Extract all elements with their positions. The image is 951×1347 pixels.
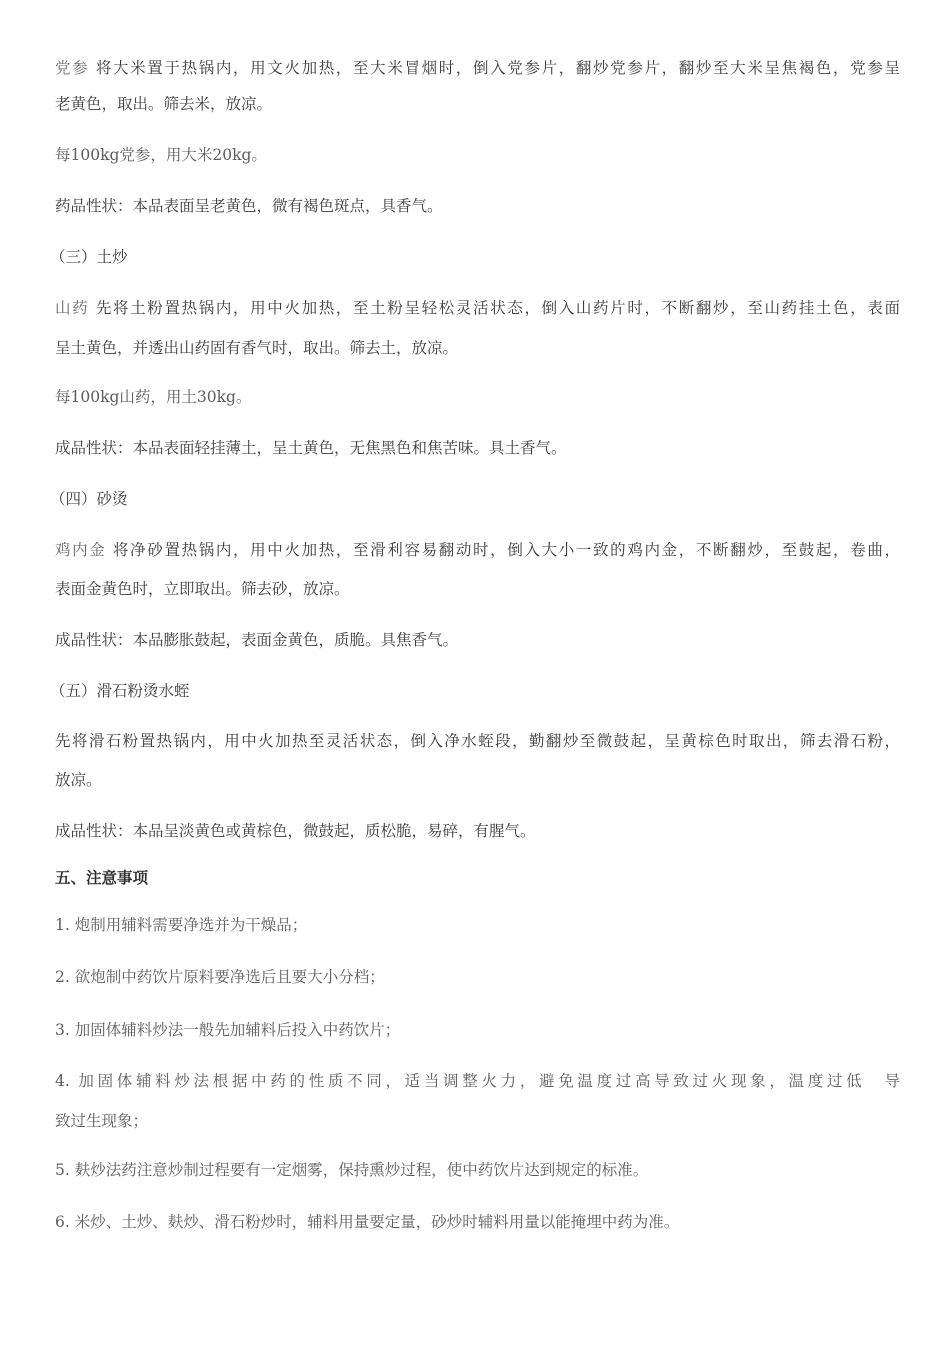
note-item-2: 2. 欲炮制中药饮片原料要净选后且要大小分档； bbox=[55, 968, 385, 986]
method-text: 先将土粉置热锅内，用中火加热，至土粉呈轻松灵活状态，倒入山药片时，不断翻炒，至山药挂土色，表面 bbox=[89, 299, 900, 317]
shanyao-method-line-1 bbox=[55, 298, 900, 318]
shuizhi-method-line-1: 先将滑石粉置热锅内，用中火加热至灵活状态，倒入净水蛭段，勤翻炒至微鼓起，呈黄棕色时取出，筛去滑石粉， bbox=[55, 732, 900, 750]
herb-name-jineijin: 鸡内金 bbox=[55, 541, 107, 559]
dangshen-ratio: 每100kg党参，用大米20kg。 bbox=[55, 146, 267, 164]
notes-heading: 五、注意事项 bbox=[55, 869, 149, 887]
method-text: 将净砂置热锅内，用中火加热，至滑利容易翻动时，倒入大小一致的鸡内金，不断翻炒，至鼓起，卷曲， bbox=[106, 541, 900, 559]
shanyao-method-line-2: 呈土黄色，并透出山药固有香气时，取出。筛去土，放凉。 bbox=[55, 339, 459, 357]
shuizhi-character: 成品性状：本品呈淡黄色或黄棕色，微鼓起，质松脆，易碎，有腥气。 bbox=[55, 822, 536, 840]
jineijin-character: 成品性状：本品膨胀鼓起，表面金黄色，质脆。具焦香气。 bbox=[55, 631, 459, 649]
section-heading-tu: （三）土炒 bbox=[50, 248, 128, 266]
jineijin-method-line-1 bbox=[55, 540, 900, 560]
note-item-6: 6. 米炒、土炒、麸炒、滑石粉炒时，辅料用量要定量，砂炒时辅料用量以能掩埋中药为准。 bbox=[55, 1213, 680, 1231]
herb-name-dangshen: 党参 bbox=[55, 59, 90, 77]
note-item-4-line-1: 4. 加固体辅料炒法根据中药的性质不同，适当调整火力，避免温度过高导致过火现象，温度过低 导 bbox=[55, 1072, 900, 1090]
note-item-1: 1. 炮制用辅料需要净选并为干燥品； bbox=[55, 916, 308, 934]
shanyao-ratio: 每100kg山药，用土30kg。 bbox=[55, 388, 252, 406]
dangshen-character: 药品性状：本品表面呈老黄色，微有褐色斑点，具香气。 bbox=[55, 197, 443, 215]
jineijin-method-line-2: 表面金黄色时，立即取出。筛去砂，放凉。 bbox=[55, 580, 350, 598]
shuizhi-method-line-2: 放凉。 bbox=[55, 771, 102, 789]
section-heading-sha: （四）砂烫 bbox=[50, 490, 128, 508]
section-heading-huashi: （五）滑石粉烫水蛭 bbox=[50, 682, 190, 700]
note-item-4-line-2: 致过生现象； bbox=[55, 1112, 149, 1130]
note-item-3: 3. 加固体辅料炒法一般先加辅料后投入中药饮片； bbox=[55, 1021, 401, 1039]
note-item-5: 5. 麸炒法药注意炒制过程要有一定烟雾，保持熏炒过程，使中药饮片达到规定的标准。 bbox=[55, 1161, 649, 1179]
shanyao-character: 成品性状：本品表面轻挂薄土，呈土黄色，无焦黑色和焦苦味。具土香气。 bbox=[55, 439, 567, 457]
herb-name-shanyao: 山药 bbox=[55, 299, 90, 317]
method-text: 将大米置于热锅内，用文火加热，至大米冒烟时，倒入党参片，翻炒党参片，翻炒至大米呈焦褐色，党参呈 bbox=[89, 59, 900, 77]
dangshen-method-line-1 bbox=[55, 58, 900, 78]
dangshen-method-line-2: 老黄色，取出。筛去米，放凉。 bbox=[55, 95, 273, 113]
